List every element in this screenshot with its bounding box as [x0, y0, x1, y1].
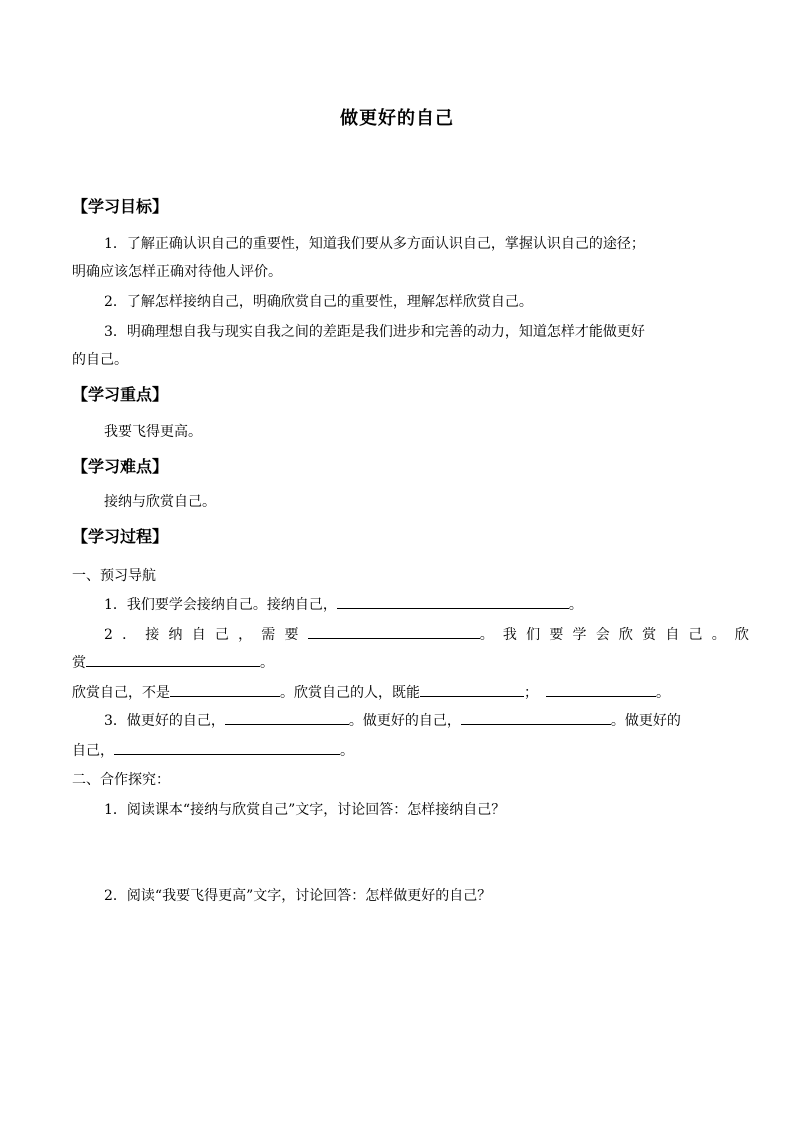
task-1: 1．阅读课本“接纳与欣赏自己”文字，讨论回答：怎样接纳自己？ [104, 802, 506, 818]
answer-blank-2c[interactable] [170, 682, 280, 697]
part-1-title: 一、预习导航 [72, 568, 156, 584]
question-2-line-3 [72, 682, 670, 703]
question-2-part-b: 。我们要学会欣赏自己。欣 [479, 627, 759, 643]
answer-blank-2e[interactable] [546, 682, 656, 697]
question-1 [104, 594, 583, 615]
goal-1-line-1: 1．了解正确认识自己的重要性，知道我们要从多方面认识自己，掌握认识自己的途径； [104, 236, 645, 252]
question-2-line-1 [104, 624, 758, 645]
question-2-part-a: 2．接纳自己，需要 [104, 627, 308, 643]
answer-blank-2d[interactable] [420, 682, 524, 697]
question-2-part-c: 赏 [72, 655, 86, 671]
difficulties-text: 接纳与欣赏自己。 [104, 494, 216, 510]
question-3-part-d: 自己， [72, 743, 114, 759]
answer-blank-3a[interactable] [225, 710, 349, 725]
heading-key-points: 【学习重点】 [72, 385, 169, 404]
page-title: 做更好的自己 [340, 108, 454, 129]
question-2-line-2 [72, 652, 274, 673]
question-1-prefix: 1．我们要学会接纳自己。接纳自己， [104, 597, 337, 613]
answer-blank-2a[interactable] [308, 624, 480, 639]
question-2-part-e: 欣赏自己，不是 [72, 685, 170, 701]
question-2-part-h: 。 [656, 685, 670, 701]
heading-process: 【学习过程】 [72, 527, 169, 546]
question-3-line-2 [72, 740, 354, 761]
document-page [72, 0, 759, 1123]
answer-blank-3b[interactable] [461, 710, 611, 725]
question-1-suffix: 。 [568, 597, 583, 613]
question-2-part-d: 。 [260, 655, 274, 671]
question-2-part-f: 。欣赏自己的人，既能 [280, 685, 420, 701]
question-2-part-g: ； [524, 685, 538, 701]
part-2-title: 二、合作探究： [72, 772, 170, 788]
answer-blank-3c[interactable] [114, 740, 340, 755]
question-3-part-b: 。做更好的自己， [348, 713, 461, 729]
heading-difficulties: 【学习难点】 [72, 457, 169, 476]
goal-3-line-2: 的自己。 [72, 352, 128, 368]
question-3-line-1 [104, 710, 681, 731]
question-3-part-a: 3．做更好的自己， [104, 713, 225, 729]
answer-blank-1[interactable] [337, 594, 569, 609]
question-3-part-e: 。 [340, 743, 354, 759]
task-2: 2．阅读“我要飞得更高”文字，讨论回答：怎样做更好的自己？ [104, 888, 492, 904]
key-points-text: 我要飞得更高。 [104, 424, 202, 440]
answer-blank-2b[interactable] [86, 652, 260, 667]
goal-3-line-1: 3．明确理想自我与现实自我之间的差距是我们进步和完善的动力，知道怎样才能做更好 [104, 324, 645, 340]
heading-goals: 【学习目标】 [72, 197, 169, 216]
goal-1-line-2: 明确应该怎样正确对待他人评价。 [72, 264, 282, 280]
goal-2: 2．了解怎样接纳自己，明确欣赏自己的重要性，理解怎样欣赏自己。 [104, 294, 533, 310]
question-3-part-c: 。做更好的 [610, 713, 681, 729]
